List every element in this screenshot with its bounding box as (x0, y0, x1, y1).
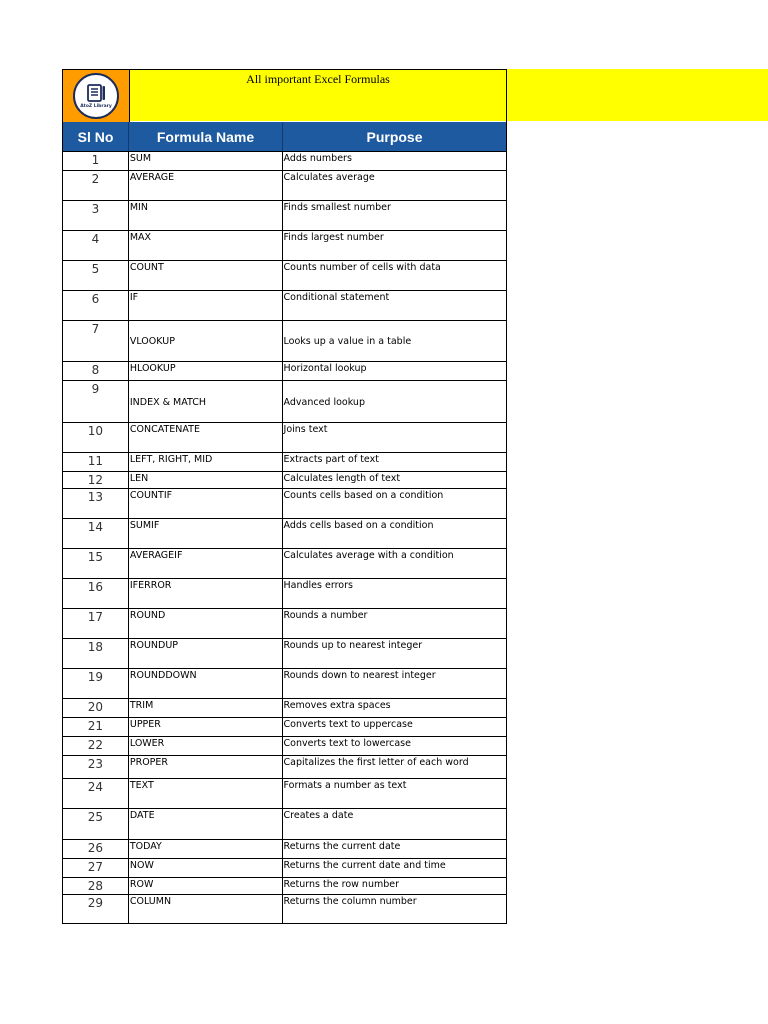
table-row (63, 230, 506, 260)
purpose-cell: Returns the column number (283, 896, 417, 907)
formula-name-cell: DATE (129, 809, 283, 839)
formula-name-cell: AVERAGE (129, 171, 283, 200)
sl-no-cell: 16 (63, 579, 129, 608)
formula-name-cell: MIN (129, 201, 283, 230)
purpose-cell: Formats a number as text (283, 780, 407, 791)
formula-name-cell: LEFT, RIGHT, MID (129, 453, 283, 471)
table-row (63, 608, 506, 638)
sl-no-cell: 11 (63, 453, 129, 471)
formula-name-cell: IFERROR (129, 579, 283, 608)
purpose-cell: Advanced lookup (283, 396, 365, 408)
purpose-cell: Capitalizes the first letter of each word (283, 757, 469, 768)
formula-name-cell: ROUNDUP (129, 639, 283, 668)
table-row (63, 488, 506, 518)
sl-no-cell: 6 (63, 291, 129, 320)
table-row (63, 260, 506, 290)
table-body (63, 151, 506, 924)
purpose-cell: Finds largest number (283, 232, 384, 243)
purpose-cell: Returns the current date (283, 841, 401, 852)
purpose-cell: Converts text to uppercase (283, 719, 413, 730)
purpose-cell: Adds cells based on a condition (283, 520, 434, 531)
purpose-cell: Conditional statement (283, 292, 390, 303)
table-row (63, 471, 506, 488)
purpose-cell: Calculates average (283, 172, 375, 183)
purpose-cell: Looks up a value in a table (283, 336, 412, 347)
purpose-cell: Rounds up to nearest integer (283, 640, 423, 651)
table-row (63, 858, 506, 877)
sl-no-cell: 3 (63, 201, 129, 230)
table-row (63, 839, 506, 858)
sl-no-cell: 5 (63, 261, 129, 290)
purpose-cell: Counts number of cells with data (283, 262, 441, 273)
formula-name-cell: HLOOKUP (129, 362, 283, 380)
column-header-purpose: Purpose (366, 128, 423, 145)
book-icon (85, 83, 107, 103)
sl-no-cell: 13 (63, 489, 129, 518)
sl-no-cell: 22 (63, 737, 129, 755)
title-row (63, 69, 506, 122)
table-row (63, 548, 506, 578)
table-row (63, 518, 506, 548)
formula-name-cell: LEN (129, 472, 283, 488)
table-row (63, 151, 506, 170)
purpose-cell: Converts text to lowercase (283, 738, 411, 749)
table-row (63, 717, 506, 736)
table-row (63, 422, 506, 452)
formula-name-cell: MAX (129, 231, 283, 260)
formula-name-cell: TRIM (129, 699, 283, 717)
formula-name-cell: CONCATENATE (129, 423, 283, 452)
table-row (63, 320, 506, 361)
sl-no-cell: 8 (63, 362, 129, 380)
table-row (63, 877, 506, 894)
table-row (63, 380, 506, 422)
sl-no-cell: 27 (63, 859, 129, 877)
logo-cell (63, 70, 130, 122)
sl-no-cell: 10 (63, 423, 129, 452)
purpose-cell: Counts cells based on a condition (283, 490, 444, 501)
table-row (63, 755, 506, 778)
sl-no-cell: 26 (63, 840, 129, 858)
table-row (63, 200, 506, 230)
sl-no-cell: 15 (63, 549, 129, 578)
formula-name-cell: AVERAGEIF (129, 549, 283, 578)
purpose-cell: Handles errors (283, 580, 353, 591)
purpose-cell: Adds numbers (283, 153, 352, 164)
sl-no-cell: 9 (63, 381, 129, 422)
sl-no-cell: 17 (63, 609, 129, 638)
purpose-cell: Rounds a number (283, 610, 368, 621)
column-header-formula-name: Formula Name (129, 122, 283, 151)
sl-no-cell: 25 (63, 809, 129, 839)
column-header-sl-no: Sl No (63, 122, 129, 151)
formula-table (62, 69, 507, 924)
table-row (63, 894, 506, 924)
table-row (63, 668, 506, 698)
sl-no-cell: 4 (63, 231, 129, 260)
formula-name-cell: TEXT (129, 779, 283, 808)
sl-no-cell: 12 (63, 472, 129, 488)
formula-name-cell: COUNTIF (129, 489, 283, 518)
purpose-cell: Returns the row number (283, 879, 399, 890)
purpose-cell: Calculates length of text (283, 473, 401, 484)
purpose-cell: Creates a date (283, 810, 354, 821)
sl-no-cell: 21 (63, 718, 129, 736)
purpose-cell: Joins text (283, 424, 328, 435)
table-row (63, 778, 506, 808)
formula-name-cell: LOWER (129, 737, 283, 755)
formula-name-cell: NOW (129, 859, 283, 877)
table-row (63, 698, 506, 717)
sl-no-cell: 7 (63, 321, 129, 361)
formula-name-cell: ROUND (129, 609, 283, 638)
purpose-cell: Returns the current date and time (283, 860, 446, 871)
sl-no-cell: 24 (63, 779, 129, 808)
formula-name-cell: SUMIF (129, 519, 283, 548)
logo-text: AtoZ Library (80, 104, 112, 109)
formula-name-cell: ROW (129, 878, 283, 894)
table-row (63, 361, 506, 380)
purpose-cell: Horizontal lookup (283, 363, 367, 374)
formula-name-cell: ROUNDDOWN (129, 669, 283, 698)
purpose-cell: Removes extra spaces (283, 700, 391, 711)
column-header-row (63, 122, 506, 151)
formula-name-cell: COLUMN (129, 895, 283, 923)
table-row (63, 638, 506, 668)
sl-no-cell: 18 (63, 639, 129, 668)
table-row (63, 290, 506, 320)
sl-no-cell: 19 (63, 669, 129, 698)
sl-no-cell: 28 (63, 878, 129, 894)
formula-name-cell: PROPER (129, 756, 283, 778)
purpose-cell: Rounds down to nearest integer (283, 670, 436, 681)
purpose-cell: Extracts part of text (283, 454, 379, 465)
purpose-cell: Calculates average with a condition (283, 550, 454, 561)
formula-name-cell: TODAY (129, 840, 283, 858)
sl-no-cell: 20 (63, 699, 129, 717)
formula-name-cell: IF (129, 291, 283, 320)
page-title: All important Excel Formulas (246, 72, 390, 86)
logo (73, 73, 119, 119)
formula-name-cell: COUNT (129, 261, 283, 290)
sl-no-cell: 14 (63, 519, 129, 548)
sl-no-cell: 1 (63, 152, 129, 170)
table-row (63, 578, 506, 608)
table-row (63, 170, 506, 200)
sl-no-cell: 23 (63, 756, 129, 778)
sl-no-cell: 2 (63, 171, 129, 200)
sl-no-cell: 29 (63, 895, 129, 923)
table-row (63, 452, 506, 471)
table-row (63, 808, 506, 839)
purpose-cell: Finds smallest number (283, 202, 391, 213)
formula-name-cell: UPPER (129, 718, 283, 736)
formula-name-cell: VLOOKUP (129, 321, 283, 361)
table-row (63, 736, 506, 755)
formula-name-cell: INDEX & MATCH (129, 381, 283, 422)
formula-name-cell: SUM (129, 152, 283, 170)
